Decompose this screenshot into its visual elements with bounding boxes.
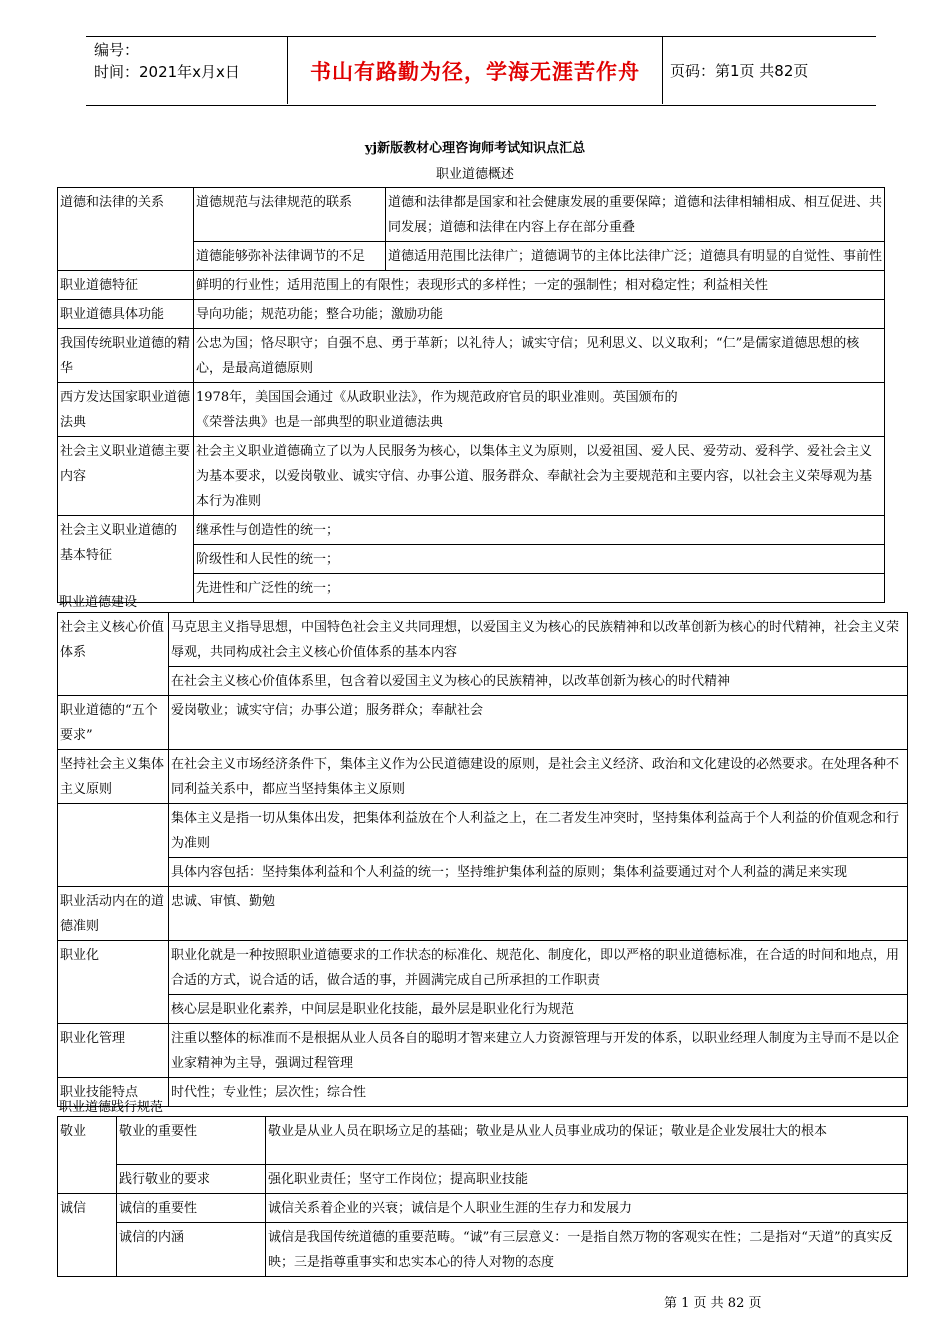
- table-cell: 在社会主义核心价值体系里，包含着以爱国主义为核心的民族精神，以改革创新为核心的时代精神: [169, 667, 908, 696]
- table-cell: 践行敬业的要求: [117, 1165, 266, 1194]
- table-cell: 西方发达国家职业道德法典: [58, 383, 194, 437]
- cell-line: 《荣誉法典》也是一部典型的职业道德法典: [196, 415, 444, 430]
- table-cell: 时代性；专业性；层次性；综合性: [169, 1078, 908, 1107]
- header-page-label: 页码：第1页 共82页: [670, 62, 809, 80]
- table-row: [58, 887, 908, 941]
- header-motto: 书山有路勤为径，学海无涯苦作舟: [287, 37, 663, 104]
- table-cell: [58, 804, 169, 887]
- table-row: [58, 271, 885, 300]
- table-cell: 诚信关系着企业的兴衰；诚信是个人职业生涯的生存力和发展力: [266, 1194, 908, 1223]
- cell-line: 1978年，美国国会通过《从政职业法》，作为规范政府官员的职业准则。英国颁布的: [196, 390, 678, 405]
- table-row: [58, 1024, 908, 1078]
- table-cell: 职业活动内在的道德准则: [58, 887, 169, 941]
- table-row: [58, 613, 908, 667]
- table-cell: 集体主义是指一切从集体出发，把集体利益放在个人利益之上，在二者发生冲突时，坚持集体利益高于个人利益的价值观念和行为准则: [169, 804, 908, 858]
- table-cell: 公忠为国；恪尽职守；自强不息、勇于革新；以礼待人；诚实守信；见利思义、以义取利；“仁”是儒家道德思想的核心，是最高道德原则: [194, 329, 885, 383]
- table-row: [58, 329, 885, 383]
- table-row: [58, 1194, 908, 1223]
- table-cell: 阶级性和人民性的统一；: [194, 545, 885, 574]
- table-cell: 强化职业责任；坚守工作岗位；提高职业技能: [266, 1165, 908, 1194]
- table-cell: 职业道德的“五个要求”: [58, 696, 169, 750]
- table-row: [58, 516, 885, 545]
- cell-line: 基本特征: [60, 548, 113, 563]
- table-cell: [58, 516, 194, 603]
- table-row: [58, 667, 908, 696]
- table-row: [58, 750, 908, 804]
- table-cell: 坚持社会主义集体主义原则: [58, 750, 169, 804]
- table-cell: 职业化就是一种按照职业道德要求的工作状态的标准化、规范化、制度化，即以严格的职业道德标准，在合适的时间和地点，用合适的方式，说合适的话，做合适的事，并圆满完成自己所承担的工作职责: [169, 941, 908, 995]
- table-cell: 在社会主义市场经济条件下，集体主义作为公民道德建设的原则，是社会主义经济、政治和文化建设的必然要求。在处理各种不同利益关系中，都应当坚持集体主义原则: [169, 750, 908, 804]
- table-row: [58, 941, 908, 995]
- table-row: [58, 383, 885, 437]
- table-cell: [194, 383, 885, 437]
- table-cell: 敬业: [58, 1117, 117, 1194]
- table-cell: 核心层是职业化素养，中间层是职业化技能，最外层是职业化行为规范: [169, 995, 908, 1024]
- table-cell: 先进性和广泛性的统一；: [194, 574, 885, 603]
- table-row: [58, 300, 885, 329]
- section-title-overview: 职业道德概述: [435, 167, 514, 182]
- page-footer: 第 1 页 共 82 页: [664, 1296, 762, 1311]
- table-row: [58, 1117, 908, 1165]
- page-header: [86, 36, 876, 106]
- table-row: [58, 1223, 908, 1277]
- overview-table: [57, 187, 885, 603]
- table-cell: 道德适用范围比法律广；道德调节的主体比法律广泛；道德具有明显的自觉性、事前性: [386, 242, 885, 271]
- doc-time-label: 时间：2021年x月x日: [94, 63, 240, 81]
- table-cell: 敬业是从业人员在职场立足的基础；敬业是从业人员事业成功的保证；敬业是企业发展壮大的根本: [266, 1117, 908, 1165]
- table-cell: 道德和法律都是国家和社会健康发展的重要保障；道德和法律相辅相成、相互促进、共同发展；道德和法律在内容上存在部分重叠: [386, 188, 885, 242]
- table-cell: 爱岗敬业；诚实守信；办事公道；服务群众；奉献社会: [169, 696, 908, 750]
- table-cell: 诚信: [58, 1194, 117, 1277]
- document-title: yj新版教材心理咨询师考试知识点汇总: [364, 141, 586, 156]
- table-row: [58, 1078, 908, 1107]
- table-cell: 马克思主义指导思想，中国特色社会主义共同理想，以爱国主义为核心的民族精神和以改革创新为核心的时代精神，社会主义荣辱观，共同构成社会主义核心价值体系的基本内容: [169, 613, 908, 667]
- table-cell: 职业化管理: [58, 1024, 169, 1078]
- table-row: [58, 858, 908, 887]
- table-cell: 敬业的重要性: [117, 1117, 266, 1165]
- table-row: [58, 437, 885, 516]
- table-cell: 职业道德特征: [58, 271, 194, 300]
- table-cell: 继承性与创造性的统一；: [194, 516, 885, 545]
- table-cell: 注重以整体的标准而不是根据从业人员各自的聪明才智来建立人力资源管理与开发的体系，以职业经理人制度为主导而不是以企业家精神为主导，强调过程管理: [169, 1024, 908, 1078]
- table-cell: 职业道德具体功能: [58, 300, 194, 329]
- practice-table: [57, 1116, 908, 1277]
- table-cell: 社会主义职业道德确立了以为人民服务为核心，以集体主义为原则，以爱祖国、爱人民、爱劳动、爱科学、爱社会主义为基本要求，以爱岗敬业、诚实守信、办事公道、服务群众、奉献社会为主要规范和主要内容，以社会主义荣辱观为基本行为准则: [194, 437, 885, 516]
- table-row: [58, 804, 908, 858]
- table-cell: 诚信是我国传统道德的重要范畴。“诚”有三层意义：一是指自然万物的客观实在性；二是指对“天道”的真实反映；三是指尊重事实和忠实本心的待人对物的态度: [266, 1223, 908, 1277]
- table-cell: 职业化: [58, 941, 169, 1024]
- table-row: [58, 188, 885, 242]
- section-title-construction: 职业道德建设: [59, 595, 138, 610]
- table-cell: 社会主义核心价值体系: [58, 613, 169, 696]
- table-cell: 道德和法律的关系: [58, 188, 194, 271]
- table-cell: 鲜明的行业性；适用范围上的有限性；表现形式的多样性；一定的强制性；相对稳定性；利益相关性: [194, 271, 885, 300]
- table-row: [58, 1165, 908, 1194]
- table-cell: 忠诚、审慎、勤勉: [169, 887, 908, 941]
- table-cell: 道德能够弥补法律调节的不足: [194, 242, 386, 271]
- table-cell: 诚信的重要性: [117, 1194, 266, 1223]
- table-cell: 职业技能特点: [58, 1078, 169, 1107]
- table-cell: 导向功能；规范功能；整合功能；激励功能: [194, 300, 885, 329]
- table-row: [58, 995, 908, 1024]
- section-title-practice: 职业道德践行规范: [59, 1100, 164, 1115]
- header-meta: [94, 39, 292, 101]
- table-cell: 我国传统职业道德的精华: [58, 329, 194, 383]
- doc-number-label: 编号：: [94, 41, 140, 59]
- table-cell: 具体内容包括：坚持集体利益和个人利益的统一；坚持维护集体利益的原则；集体利益要通过对个人利益的满足来实现: [169, 858, 908, 887]
- table-cell: 社会主义职业道德主要内容: [58, 437, 194, 516]
- cell-line: 社会主义职业道德的: [60, 523, 178, 538]
- table-cell: 道德规范与法律规范的联系: [194, 188, 386, 242]
- table-cell: 诚信的内涵: [117, 1223, 266, 1277]
- table-row: [58, 696, 908, 750]
- construction-table: [57, 612, 908, 1107]
